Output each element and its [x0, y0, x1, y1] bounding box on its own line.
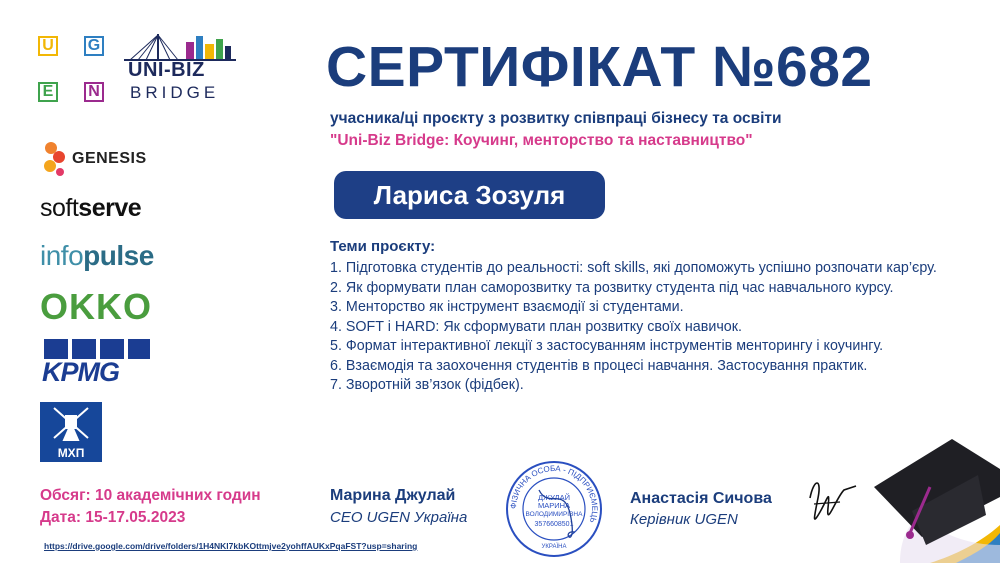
list-item: 3. Менторство як інструмент взаємодії зі студентами.	[330, 299, 684, 315]
okko-logo: OKKO	[40, 286, 152, 327]
stamp-line: МАРИНА	[537, 501, 571, 510]
topics-heading: Теми проєкту:	[330, 238, 436, 255]
windmill-icon	[40, 402, 102, 446]
stamp-line: ВОЛОДИМИРІВНА	[525, 511, 583, 518]
stamp-number: 3576608501	[534, 521, 574, 528]
signatory-1-role: CEO UGEN Україна	[330, 509, 468, 526]
kpmg-logo	[40, 337, 152, 387]
ugen-letter-u: U	[38, 36, 58, 56]
certificate-subtitle: учасника/ці проєкту з розвитку співпраці бізнесу та освіти	[330, 110, 782, 127]
kpmg-label: KPMG	[42, 357, 119, 387]
course-dates: Дата: 15-17.05.2023	[40, 509, 186, 526]
unibiz-line1: UNI-BIZ	[128, 59, 205, 81]
list-item: 4. SOFT і HARD: Як сформувати план розвитку своїх навичок.	[330, 318, 742, 335]
ugen-letter-n: N	[84, 82, 104, 102]
signatory-1-name: Марина Джулай	[330, 487, 456, 504]
topics-list	[330, 259, 970, 396]
ugen-letter-g: G	[84, 36, 104, 56]
stamp-ring-text: ФІЗИЧНА ОСОБА - ПІДПРИЄМЕЦЬ	[508, 463, 600, 524]
mhp-label: МХП	[57, 446, 85, 460]
project-name: "Uni-Biz Bridge: Коучинг, менторство та наставництво"	[330, 132, 753, 149]
genesis-label: GENESIS	[72, 150, 147, 167]
bridge-skyline-icon	[124, 32, 236, 62]
graduation-cap-icon	[860, 405, 1000, 563]
softserve-logo: softserve	[40, 194, 142, 222]
list-item: 7. Зворотній зв’язок (фідбек).	[330, 377, 524, 393]
unibiz-bridge-logo	[124, 32, 236, 102]
signatory-2-name: Анастасія Сичова	[630, 490, 772, 507]
recipient-name: Лариса Зозуля	[334, 171, 605, 219]
signatory-2-role: Керівник UGEN	[630, 511, 738, 528]
certificate-title: СЕРТИФІКАТ №682	[326, 35, 873, 99]
handwritten-signature	[800, 468, 860, 528]
ugen-logo	[38, 36, 104, 102]
infopulse-logo: infopulse	[40, 240, 154, 271]
unibiz-line2: BRIDGE	[130, 83, 220, 102]
list-item: 1. Підготовка студентів до реальності: soft skills, які допоможуть успішно розпочати кар’єру.	[330, 260, 937, 276]
ugen-letter-e: E	[38, 82, 58, 102]
list-item: 6. Взаємодія та заохочення студентів в процесі навчання. Застосування практик.	[330, 357, 868, 374]
genesis-dots-icon	[42, 139, 72, 179]
course-volume: Обсяг: 10 академічних годин	[40, 487, 261, 504]
official-stamp	[505, 460, 603, 558]
genesis-logo	[42, 139, 152, 179]
list-item: 5. Формат інтерактивної лекції з застосуванням інструментів менторингу і коучингу.	[330, 338, 884, 354]
drive-link[interactable]: https://drive.google.com/drive/folders/1H4NKl7kbKOttmjve2yohffAUKxPqaFST?usp=sharing	[44, 541, 418, 551]
stamp-country: УКРАЇНА	[541, 544, 567, 550]
mhp-logo	[40, 402, 102, 462]
list-item: 2. Як формувати план саморозвитку та розвитку студента під час навчального курсу.	[330, 279, 894, 296]
stamp-line: ДЖУЛАЙ	[538, 493, 570, 502]
